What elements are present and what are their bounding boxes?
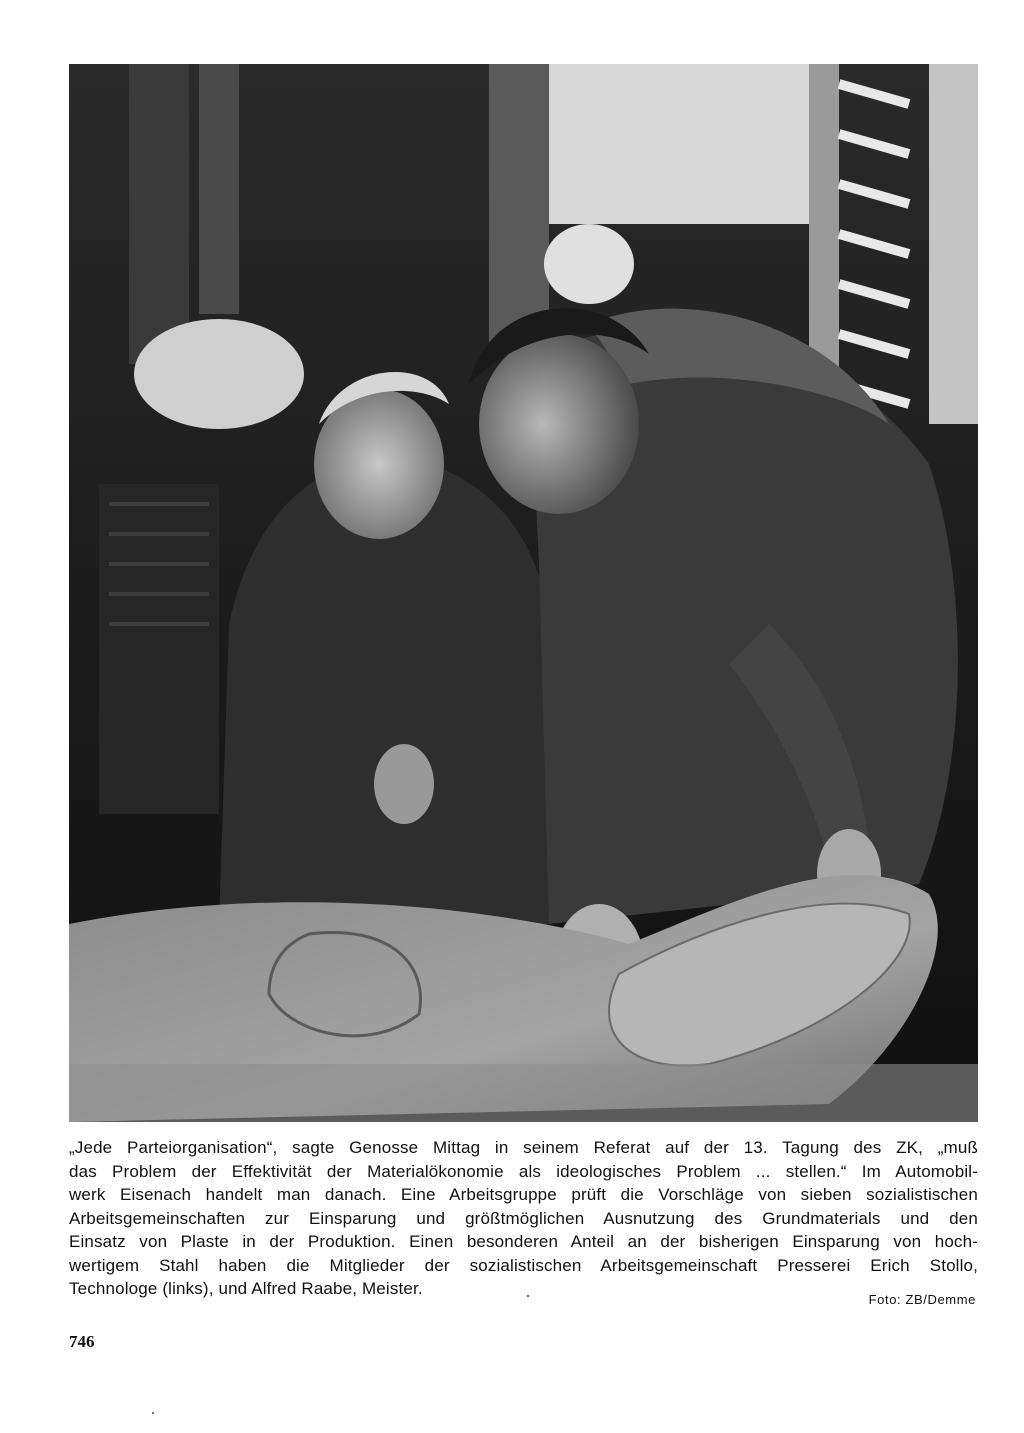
caption-line: Einsatz von Plaste in der Produktion. Einen besonderen Anteil an der bisherigen Einsparung von hoch- — [69, 1232, 978, 1251]
photo-credit: Foto: ZB/Demme — [868, 1292, 976, 1307]
page-number: 746 — [69, 1332, 95, 1351]
caption-line: das Problem der Effektivität der Materialökonomie als ideologisches Problem ... stellen.“ Im Automobil- — [69, 1161, 978, 1181]
photograph-icon — [69, 64, 978, 1122]
caption-line: „Jede Parteiorganisation“, sagte Genosse Mittag in seinem Referat auf der 13. Tagung des ZK, „muß — [69, 1138, 978, 1157]
caption-line: Technologe (links), und Alfred Raabe, Meister. — [69, 1279, 423, 1298]
caption-line: werk Eisenach handelt man danach. Eine Arbeitsgruppe prüft die Vorschläge von sieben sozialistischen — [69, 1185, 978, 1204]
print-speck — [527, 1295, 529, 1297]
caption-line: wertigem Stahl haben die Mitglieder der sozialistischen Arbeitsgemeinschaft Presserei Erich Stollo, — [69, 1255, 978, 1275]
photograph — [69, 64, 978, 1122]
print-speck — [152, 1412, 154, 1414]
photo-caption — [69, 1136, 978, 1301]
caption-line: Arbeitsgemeinschaften zur Einsparung und größtmöglichen Ausnutzung des Grundmaterials und den — [69, 1208, 978, 1228]
